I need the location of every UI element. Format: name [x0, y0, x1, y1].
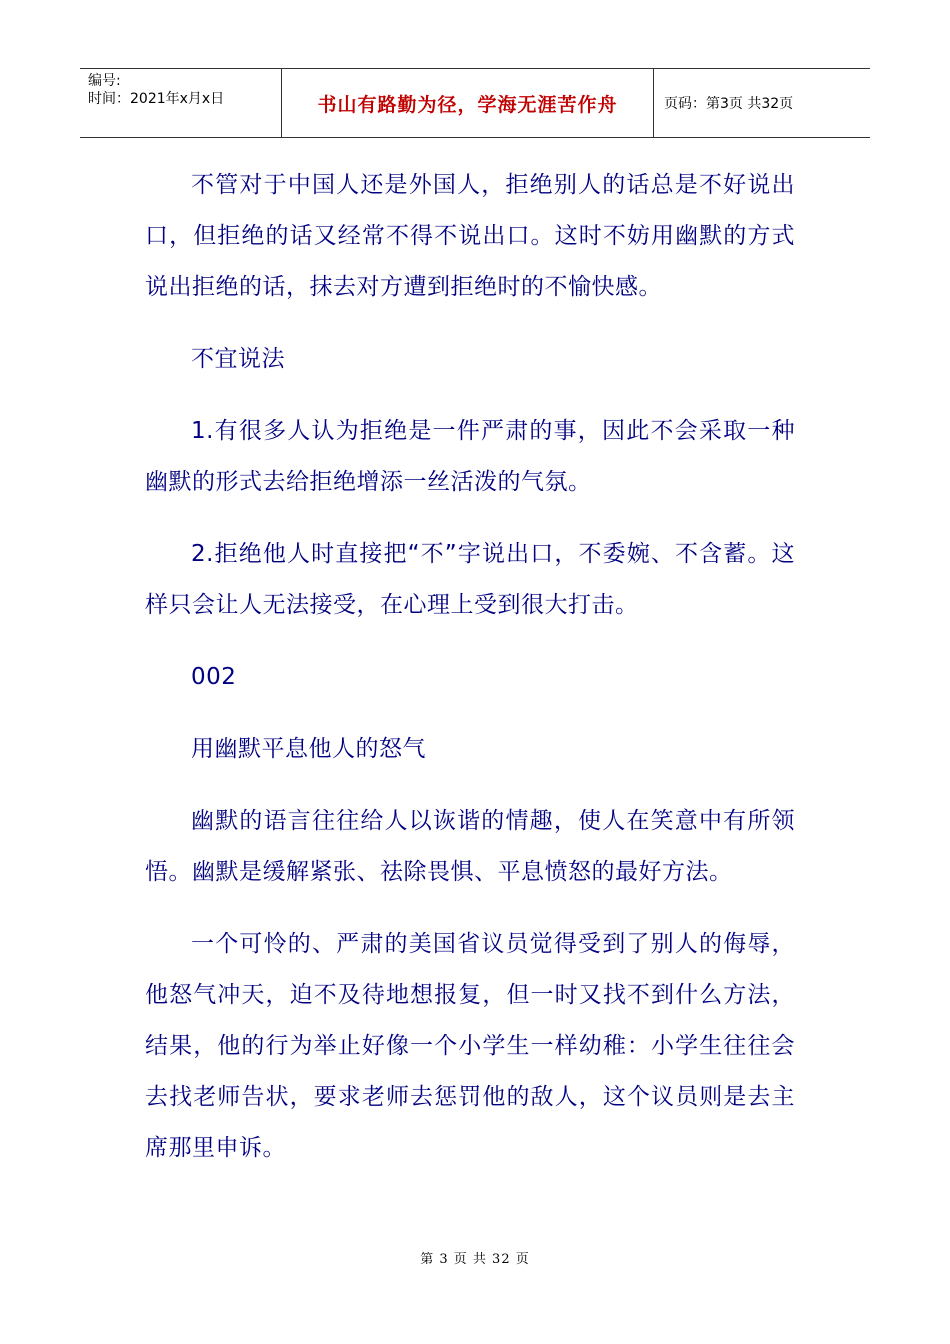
- section-heading: 不宜说法: [191, 346, 285, 372]
- paragraph: 不管对于中国人还是外国人，拒绝别人的话总是不好说出口，但拒绝的话又经常不得不说出口。这时不妨用幽默的方式说出拒绝的话，抹去对方遭到拒绝时的不愉快感。: [145, 172, 795, 300]
- page-footer: 第 3 页 共 32 页: [420, 1252, 530, 1267]
- document-number-label: 编号:: [88, 73, 121, 89]
- list-item: 1.有很多人认为拒绝是一件严肃的事，因此不会采取一种幽默的形式去给拒绝增添一丝活泼的气氛。: [145, 418, 795, 495]
- header-divider: [653, 69, 654, 137]
- paragraph: 一个可怜的、严肃的美国省议员觉得受到了别人的侮辱，他怒气冲天，迫不及待地想报复，但一时又找不到什么方法，结果，他的行为举止好像一个小学生一样幼稚：小学生往往会去找老师告状，要求老师去惩罚他的敌人，这个议员则是去主席那里申诉。: [145, 931, 795, 1161]
- document-date: 时间：2021年x月x日: [88, 91, 225, 107]
- page-header: [80, 68, 870, 138]
- list-item: 2.拒绝他人时直接把“不”字说出口，不委婉、不含蓄。这样只会让人无法接受，在心理上受到很大打击。: [145, 541, 795, 618]
- paragraph: 幽默的语言往往给人以诙谐的情趣，使人在笑意中有所领悟。幽默是缓解紧张、祛除畏惧、平息愤怒的最好方法。: [145, 808, 795, 885]
- section-heading: 用幽默平息他人的怒气: [191, 736, 426, 762]
- header-page-info: 页码：第3页 共32页: [664, 96, 794, 112]
- header-motto: 书山有路勤为径，学海无涯苦作舟: [317, 94, 618, 116]
- section-number: 002: [191, 664, 237, 690]
- header-meta: [88, 72, 224, 108]
- document-body: [145, 160, 795, 1195]
